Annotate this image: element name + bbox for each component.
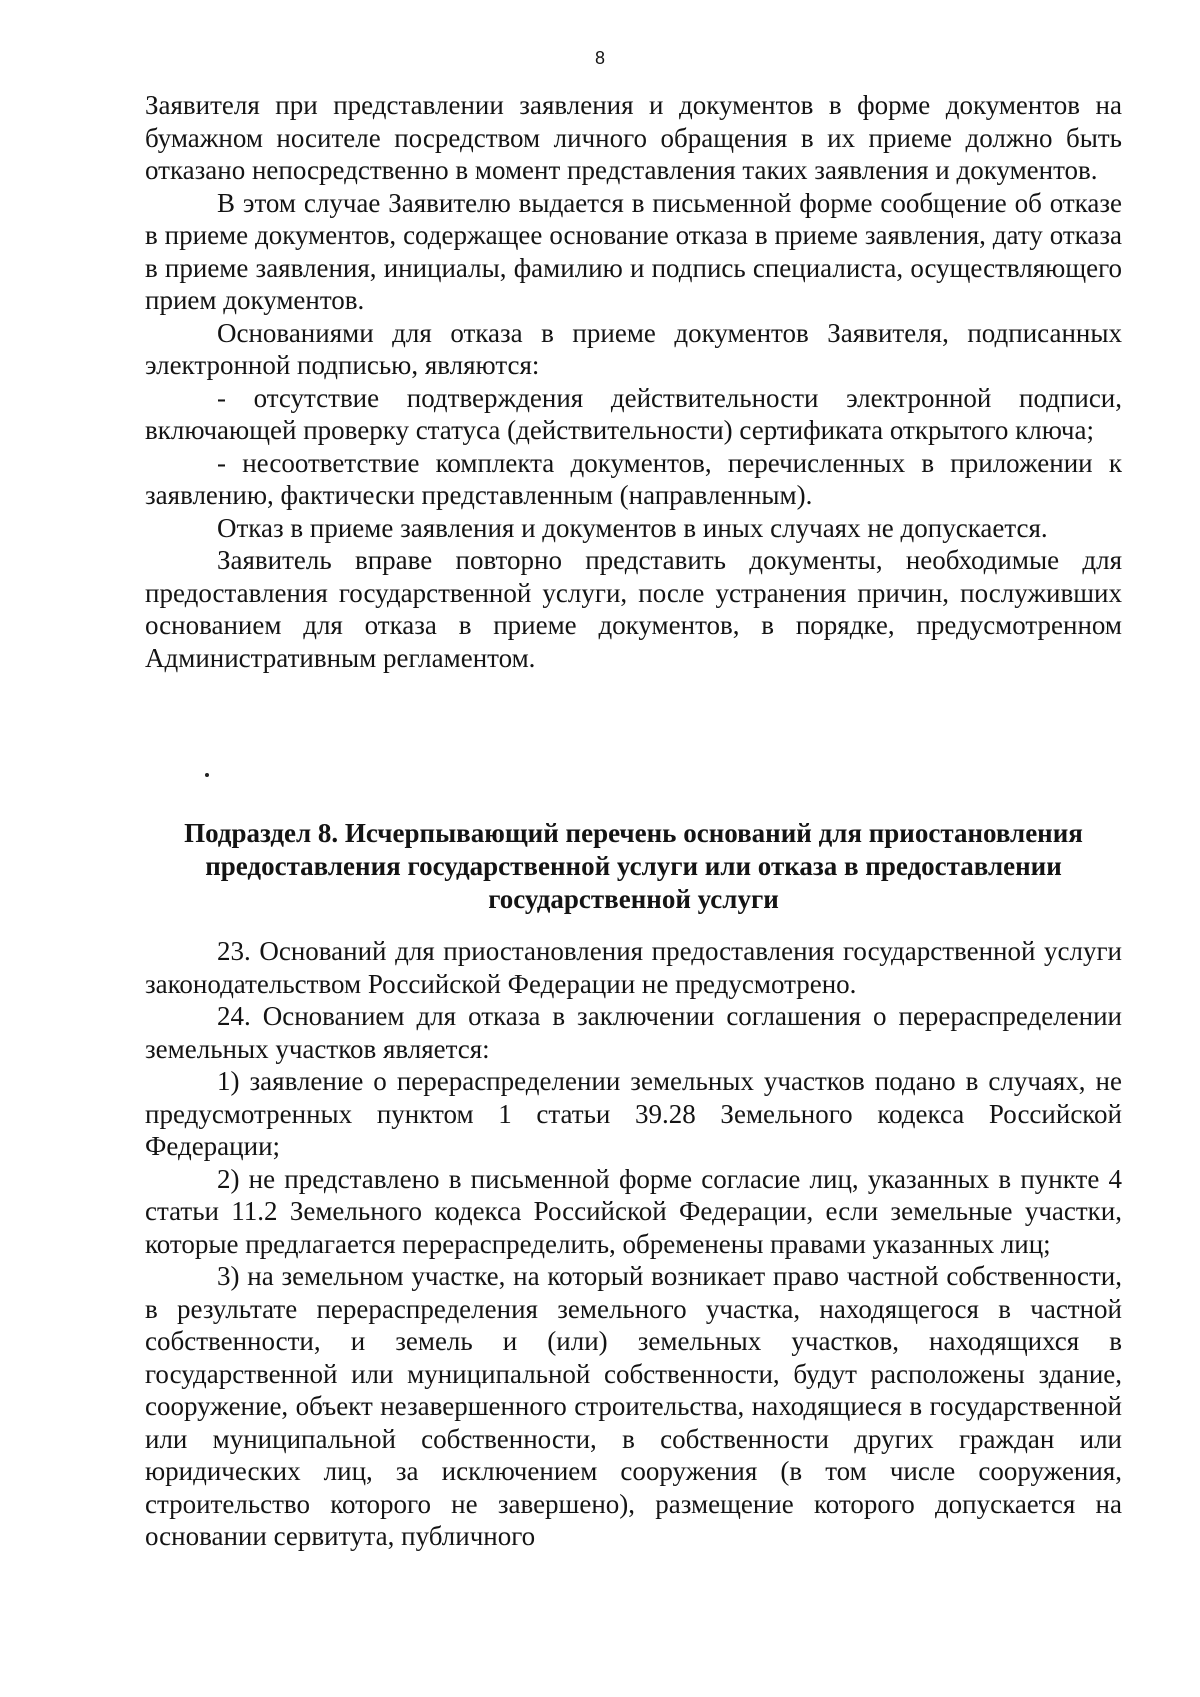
- paragraph-resubmission: Заявитель вправе повторно представить документы, необходимые для предоставления государственной услуги, после устранения причин, послуживших основанием для отказа в приеме документов, в порядке, предусмотренном Административным регламентом.: [145, 545, 1122, 673]
- list-item-1: 1) заявление о перераспределении земельных участков подано в случаях, не предусмотренных пунктом 1 статьи 39.28 Земельного кодекса Российской Федерации;: [145, 1066, 1122, 1161]
- paragraph-item-24: 24. Основанием для отказа в заключении соглашения о перераспределении земельных участков является:: [145, 1001, 1122, 1064]
- paragraph-item-23: 23. Оснований для приостановления предоставления государственной услуги законодательством Российской Федерации не предусмотрено.: [145, 936, 1122, 999]
- page-number: 8: [594, 48, 605, 68]
- list-item-signature-validity: - отсутствие подтверждения действительности электронной подписи, включающей проверку статуса (действительности) сертификата открытого ключа;: [145, 382, 1122, 445]
- section-heading: Подраздел 8. Исчерпывающий перечень оснований для приостановления предоставления государственной услуги или отказа в предоставлении государственной услуги: [184, 818, 1083, 914]
- paragraph-refusal-grounds-intro: Основаниями для отказа в приеме документов Заявителя, подписанных электронной подписью, являются:: [145, 317, 1122, 380]
- list-item-2: 2) не представлено в письменной форме согласие лиц, указанных в пункте 4 статьи 11.2 Земельного кодекса Российской Федерации, если земельные участки, которые предлагается перераспределить, обременены правами указанных лиц;: [145, 1163, 1122, 1259]
- list-item-document-mismatch: - несоответствие комплекта документов, перечисленных в приложении к заявлению, фактически представленным (направленным).: [145, 447, 1122, 510]
- section-text-block: [145, 935, 1122, 1553]
- paragraph-no-other-refusal: Отказ в приеме заявления и документов в иных случаях не допускается.: [217, 512, 1048, 543]
- scan-dot-mark: [205, 773, 209, 777]
- intro-text-block: [145, 89, 1122, 674]
- paragraph-continuation: Заявителя при представлении заявления и документов в форме документов на бумажном носителе посредством личного обращения в их приеме должно быть отказано непосредственно в момент представления таких заявления и документов.: [145, 90, 1122, 185]
- paragraph-refusal-notice: В этом случае Заявителю выдается в письменной форме сообщение об отказе в приеме документов, содержащее основание отказа в приеме заявления, дату отказа в приеме заявления, инициалы, фамилию и подпись специалиста, осуществляющего прием документов.: [145, 187, 1122, 315]
- list-item-3: 3) на земельном участке, на который возникает право частной собственности, в результате перераспределения земельного участка, находящегося в частной собственности, и земель и (или) земельных участков, находящихся в государственной или муниципальной собственности, будут расположены здание, сооружение, объект незавершенного строительства, находящиеся в государственной или муниципальной собственности, в собственности других граждан или юридических лиц, за исключением сооружения (в том числе сооружения, строительство которого не завершено), размещение которого допускается на основании сервитута, публичного: [145, 1261, 1122, 1551]
